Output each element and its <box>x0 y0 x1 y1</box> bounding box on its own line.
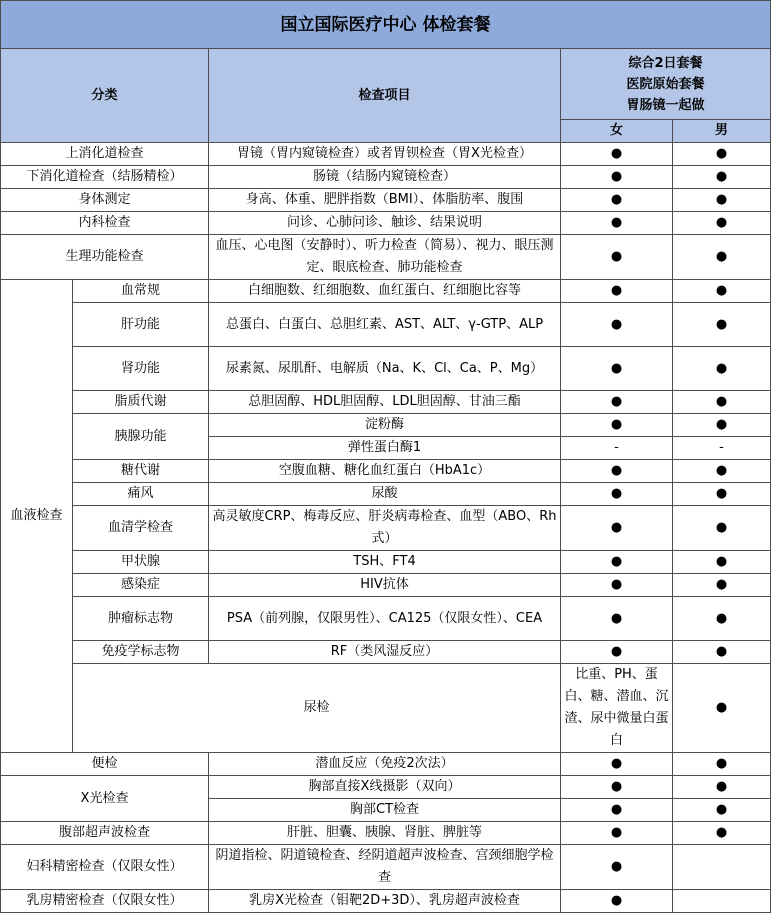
male-mark: ● <box>673 641 771 664</box>
package-line-3: 胃肠镜一起做 <box>626 97 705 113</box>
female-mark: ● <box>561 414 673 437</box>
category-cell: 肿瘤标志物 <box>73 597 209 641</box>
item-cell: 比重、PH、蛋白、糖、潜血、沉渣、尿中微量白蛋白 <box>561 664 673 753</box>
female-mark: ● <box>561 303 673 347</box>
item-cell: 白细胞数、红细胞数、血红蛋白、红细胞比容等 <box>209 280 561 303</box>
male-mark: ● <box>673 822 771 845</box>
item-cell: 总胆固醇、HDL胆固醇、LDL胆固醇、甘油三酯 <box>209 391 561 414</box>
male-mark: ● <box>673 597 771 641</box>
male-mark: ● <box>673 483 771 506</box>
category-cell: 肝功能 <box>73 303 209 347</box>
female-mark: ● <box>561 574 673 597</box>
female-mark: ● <box>561 799 673 822</box>
male-mark: ● <box>673 166 771 189</box>
male-mark: ● <box>673 235 771 280</box>
table-row <box>1 845 771 890</box>
package-line-1: 综合2日套餐 <box>628 55 703 71</box>
category-cell: 妇科精密检查（仅限女性） <box>1 845 209 890</box>
table-row <box>1 551 771 574</box>
female-mark: ● <box>561 890 673 913</box>
item-cell: 乳房X光检查（钼靶2D+3D）、乳房超声波检查 <box>209 890 561 913</box>
female-mark: ● <box>561 280 673 303</box>
category-cell: 腹部超声波检查 <box>1 822 209 845</box>
item-cell: 尿素氮、尿肌酐、电解质（Na、K、Cl、Ca、P、Mg） <box>209 347 561 391</box>
female-mark: ● <box>561 845 673 890</box>
male-mark: ● <box>673 143 771 166</box>
table-row <box>1 189 771 212</box>
category-cell: 内科检查 <box>1 212 209 235</box>
item-cell: 血压、心电图（安静时）、听力检查（简易）、视力、眼压测定、眼底检查、肺功能检查 <box>209 235 561 280</box>
table-row <box>1 303 771 347</box>
female-mark: ● <box>561 551 673 574</box>
category-cell: 肾功能 <box>73 347 209 391</box>
male-mark: ● <box>673 551 771 574</box>
header-category: 分类 <box>1 49 209 143</box>
category-cell: 乳房精密检查（仅限女性） <box>1 890 209 913</box>
item-cell: 肝脏、胆囊、胰腺、肾脏、脾脏等 <box>209 822 561 845</box>
female-mark: ● <box>561 143 673 166</box>
category-cell: 胰腺功能 <box>73 414 209 460</box>
female-mark: ● <box>561 483 673 506</box>
male-mark: ● <box>673 799 771 822</box>
female-mark: ● <box>561 347 673 391</box>
female-mark: ● <box>561 822 673 845</box>
female-mark: - <box>561 437 673 460</box>
item-cell: 胸部CT检查 <box>209 799 561 822</box>
table-row <box>1 391 771 414</box>
table-row <box>1 664 771 753</box>
category-cell: 便检 <box>1 753 209 776</box>
table-row <box>1 414 771 437</box>
header-package <box>561 49 771 120</box>
table-row <box>1 347 771 391</box>
male-mark <box>673 845 771 890</box>
table-row <box>1 776 771 799</box>
package-line-2: 医院原始套餐 <box>626 76 705 92</box>
category-cell: 痛风 <box>73 483 209 506</box>
female-mark: ● <box>561 506 673 551</box>
category-cell: 感染症 <box>73 574 209 597</box>
item-cell: 空腹血糖、糖化血红蛋白（HbA1c） <box>209 460 561 483</box>
category-cell: 血清学检查 <box>73 506 209 551</box>
table-row <box>1 166 771 189</box>
item-cell: 潜血反应（免疫2次法） <box>209 753 561 776</box>
item-cell: 阴道指检、阴道镜检查、经阴道超声波检查、宫颈细胞学检查 <box>209 845 561 890</box>
table-row <box>1 753 771 776</box>
table-row <box>1 143 771 166</box>
female-mark: ● <box>561 391 673 414</box>
male-mark: ● <box>673 753 771 776</box>
item-cell: 问诊、心肺问诊、触诊、结果说明 <box>209 212 561 235</box>
category-cell: 脂质代谢 <box>73 391 209 414</box>
item-cell: 胃镜（胃内窥镜检查）或者胃钡检查（胃X光检查） <box>209 143 561 166</box>
item-cell: 胸部直接X线摄影（双向） <box>209 776 561 799</box>
female-mark: ● <box>561 753 673 776</box>
male-mark: ● <box>673 280 771 303</box>
male-mark: ● <box>673 347 771 391</box>
category-cell: 生理功能检查 <box>1 235 209 280</box>
male-mark: ● <box>673 574 771 597</box>
female-mark: ● <box>561 212 673 235</box>
item-cell: 总蛋白、白蛋白、总胆红素、AST、ALT、γ-GTP、ALP <box>209 303 561 347</box>
male-mark <box>673 890 771 913</box>
table-title: 国立国际医疗中心 体检套餐 <box>1 1 771 49</box>
male-mark: ● <box>673 776 771 799</box>
item-cell: 弹性蛋白酶1 <box>209 437 561 460</box>
header-male: 男 <box>673 120 771 143</box>
table-row <box>1 597 771 641</box>
table-row <box>1 641 771 664</box>
male-mark: ● <box>673 506 771 551</box>
item-cell: TSH、FT4 <box>209 551 561 574</box>
category-cell: 下消化道检查（结肠精检） <box>1 166 209 189</box>
table-row <box>1 235 771 280</box>
female-mark: ● <box>561 641 673 664</box>
item-cell: 身高、体重、肥胖指数（BMI）、体脂肪率、腹围 <box>209 189 561 212</box>
item-cell: 尿酸 <box>209 483 561 506</box>
category-cell: 甲状腺 <box>73 551 209 574</box>
female-mark: ● <box>561 235 673 280</box>
male-mark: ● <box>673 391 771 414</box>
table-row <box>1 212 771 235</box>
item-cell: HIV抗体 <box>209 574 561 597</box>
male-mark: ● <box>673 414 771 437</box>
blood-test-group: 血液检查 <box>1 280 73 753</box>
item-cell: 肠镜（结肠内窥镜检查） <box>209 166 561 189</box>
category-cell: X光检查 <box>1 776 209 822</box>
male-mark: ● <box>673 460 771 483</box>
male-mark: ● <box>673 189 771 212</box>
header-items: 检查项目 <box>209 49 561 143</box>
table-row <box>1 483 771 506</box>
table-row <box>1 280 771 303</box>
item-cell: PSA（前列腺，仅限男性）、CA125（仅限女性）、CEA <box>209 597 561 641</box>
category-cell: 身体测定 <box>1 189 209 212</box>
category-cell: 糖代谢 <box>73 460 209 483</box>
female-mark: ● <box>561 460 673 483</box>
male-mark: - <box>673 437 771 460</box>
table-row <box>1 574 771 597</box>
female-mark: ● <box>561 776 673 799</box>
header-female: 女 <box>561 120 673 143</box>
table-row <box>1 460 771 483</box>
female-mark: ● <box>561 189 673 212</box>
male-mark: ● <box>673 212 771 235</box>
table-row <box>1 822 771 845</box>
female-mark: ● <box>673 664 771 753</box>
item-cell: 淀粉酶 <box>209 414 561 437</box>
table-row <box>1 890 771 913</box>
female-mark: ● <box>561 166 673 189</box>
category-cell: 血常规 <box>73 280 209 303</box>
item-cell: RF（类风湿反应） <box>209 641 561 664</box>
category-cell: 免疫学标志物 <box>73 641 209 664</box>
category-cell: 上消化道检查 <box>1 143 209 166</box>
category-cell: 尿检 <box>73 664 561 753</box>
table-row <box>1 506 771 551</box>
male-mark: ● <box>673 303 771 347</box>
female-mark: ● <box>561 597 673 641</box>
item-cell: 高灵敏度CRP、梅毒反应、肝炎病毒检查、血型（ABO、Rh式） <box>209 506 561 551</box>
